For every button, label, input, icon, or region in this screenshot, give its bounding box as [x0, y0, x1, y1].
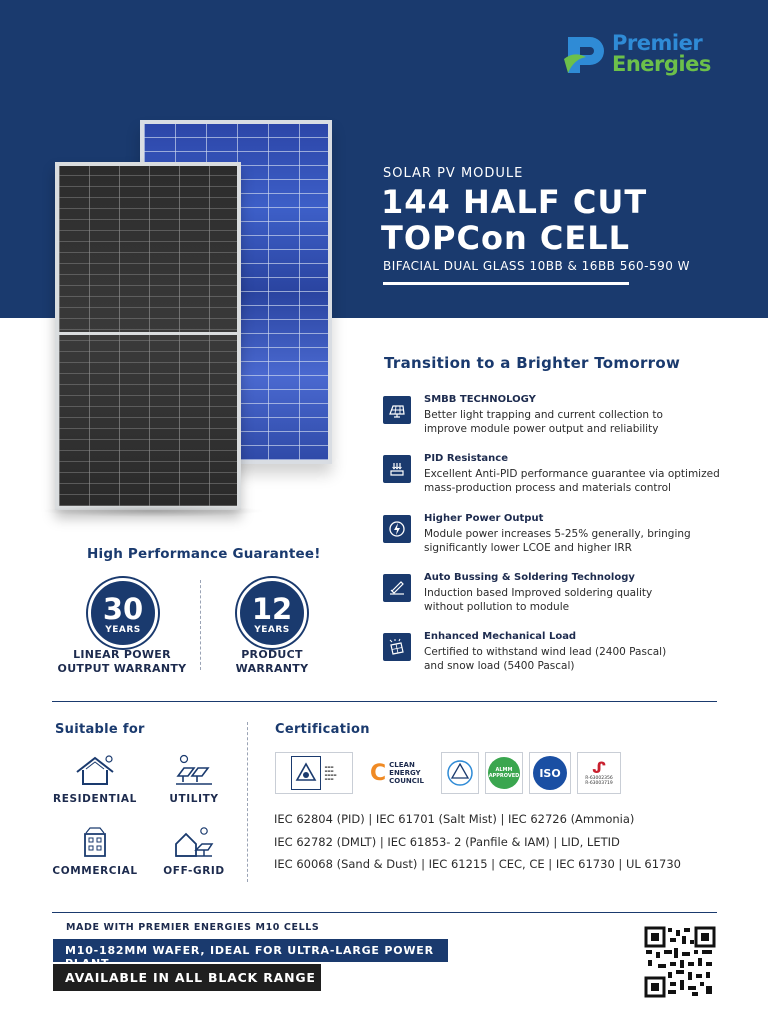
- feature-line: without pollution to module: [424, 601, 570, 613]
- certification-logos: [275, 752, 621, 794]
- suitable-heading: Suitable for: [55, 722, 145, 737]
- almm-text: ALMM: [495, 767, 513, 773]
- tuv-9001-logo: [441, 752, 479, 794]
- logo-mark-icon: [560, 29, 610, 79]
- feature-line: Induction based Improved soldering quality: [424, 587, 653, 599]
- feature-description: [424, 467, 724, 495]
- cec-text: CLEAN: [389, 761, 415, 769]
- feature-description: [424, 408, 724, 436]
- iso-logo: [529, 752, 571, 794]
- suitable-cert-divider: [247, 722, 248, 882]
- power-bolt-icon: [383, 515, 411, 543]
- standards-line: IEC 60068 (Sand & Dust) | IEC 61215 | CEC, CE | IEC 61730 | UL 61730: [274, 857, 682, 871]
- feature-line: and snow load (5400 Pascal): [424, 660, 575, 672]
- brand-name-line2: Energies: [612, 52, 711, 76]
- footer-divider: [52, 912, 717, 913]
- solar-panel-icon: [383, 396, 411, 424]
- brand-name-line1: Premier: [612, 31, 703, 55]
- panel-shadow: [40, 505, 265, 517]
- almm-text: APPROVED: [488, 773, 520, 779]
- feature-heading: Higher Power Output: [424, 513, 544, 524]
- bis-number: R-63002356: [585, 776, 613, 781]
- warranty-badge-12: [237, 578, 307, 648]
- badge-label-line: WARRANTY: [235, 662, 309, 675]
- feature-description: [424, 586, 724, 614]
- residential-house-icon: [73, 752, 117, 788]
- tuv-rheinland-logo: ▬▬▬ ▬▬▬ ▬▬▬▬ ▬▬▬: [275, 752, 353, 794]
- bis-logo: ᔑ R-63002356 R-63003719: [577, 752, 621, 794]
- use-label: OFF-GRID: [163, 865, 225, 877]
- feature-line: Module power increases 5-25% generally, bringing: [424, 528, 691, 540]
- soldering-icon: [383, 574, 411, 602]
- standards-line: IEC 62804 (PID) | IEC 61701 (Salt Mist) | IEC 62726 (Ammonia): [274, 812, 635, 826]
- warranty-years-number: 30: [102, 592, 144, 626]
- iso-text: ISO: [533, 756, 567, 790]
- utility-solar-farm-icon: [172, 752, 216, 788]
- feature-line: mass-production process and materials control: [424, 482, 671, 494]
- almm-approved-logo: [485, 752, 523, 794]
- warranty-years-unit: YEARS: [105, 625, 141, 635]
- wafer-banner: M10-182MM WAFER, IDEAL FOR ULTRA-LARGE POWER: [53, 939, 448, 962]
- badge-label-line: PRODUCT: [241, 648, 303, 661]
- use-label: UTILITY: [169, 793, 219, 805]
- bis-number: R-63003719: [585, 781, 613, 786]
- mechanical-load-icon: [383, 633, 411, 661]
- cec-text: ENERGY: [389, 769, 421, 777]
- certification-heading: Certification: [275, 722, 370, 737]
- guarantee-heading: High Performance Guarantee!: [87, 546, 321, 562]
- use-label: RESIDENTIAL: [53, 793, 137, 805]
- section-divider: [52, 701, 717, 702]
- feature-line: Better light trapping and current collection to: [424, 409, 663, 421]
- feature-line: Excellent Anti-PID performance guarantee via optimized: [424, 468, 720, 480]
- use-utility: [149, 752, 239, 805]
- standards-line: IEC 62782 (DMLT) | IEC 61853- 2 (Panfile & IAM) | LID, LETID: [274, 835, 620, 849]
- premier-energies-logo: [560, 28, 740, 80]
- made-with-note: MADE WITH PREMIER ENERGIES M10 CELLS: [66, 922, 320, 933]
- feature-description: [424, 527, 724, 555]
- badge-label-line: OUTPUT WARRANTY: [57, 662, 187, 675]
- off-grid-home-icon: [172, 824, 216, 860]
- clean-energy-council-logo: C CLEAN ENERGY COUNCIL: [359, 752, 435, 794]
- feature-heading: Enhanced Mechanical Load: [424, 631, 577, 642]
- badge-label-line: LINEAR POWER: [73, 648, 171, 661]
- product-kicker: SOLAR PV MODULE: [383, 166, 524, 181]
- product-title-line2: TOPCon CELL: [381, 219, 630, 257]
- use-off-grid: [149, 824, 239, 877]
- feature-line: Certified to withstand wind lead (2400 Pascal): [424, 646, 667, 658]
- pid-shield-icon: [383, 455, 411, 483]
- warranty-badge-30: [88, 578, 158, 648]
- cec-text: COUNCIL: [389, 777, 424, 785]
- use-label: COMMERCIAL: [52, 865, 138, 877]
- black-panel-front-image: [55, 162, 241, 510]
- feature-description: [424, 645, 724, 673]
- guarantee-divider: [200, 580, 201, 670]
- features-heading: Transition to a Brighter Tomorrow: [384, 354, 681, 372]
- commercial-building-icon: [73, 824, 117, 860]
- all-black-banner: AVAILABLE IN ALL BLACK RANGE: [53, 964, 321, 991]
- feature-heading: SMBB TECHNOLOGY: [424, 394, 536, 405]
- use-commercial: [50, 824, 140, 877]
- warranty-label-product: [210, 648, 334, 676]
- title-underline: [383, 282, 629, 285]
- product-title: [381, 184, 647, 256]
- product-title-line1: 144 HALF CUT: [381, 183, 648, 221]
- feature-line: significantly lower LCOE and higher IRR: [424, 542, 632, 554]
- warranty-years-number: 12: [251, 592, 293, 626]
- product-subtitle: BIFACIAL DUAL GLASS 10BB & 16BB 560-590 W: [383, 259, 691, 273]
- warranty-years-unit: YEARS: [254, 625, 290, 635]
- warranty-label-linear: [52, 648, 192, 676]
- qr-code-icon[interactable]: [644, 926, 716, 998]
- feature-heading: PID Resistance: [424, 453, 509, 464]
- use-residential: [50, 752, 140, 805]
- feature-line: improve module power output and reliability: [424, 423, 659, 435]
- feature-heading: Auto Bussing & Soldering Technology: [424, 572, 635, 583]
